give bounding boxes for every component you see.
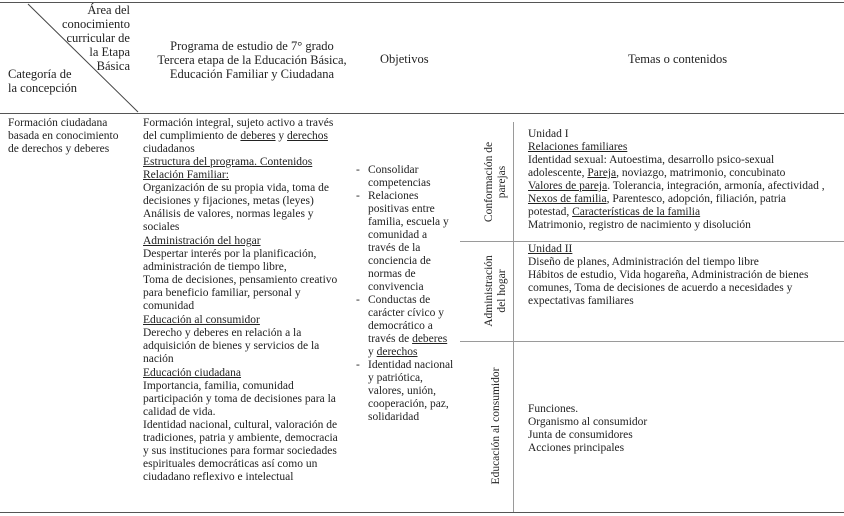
section-rule-2: [460, 341, 844, 342]
categoria-line: basada en conocimiento: [8, 130, 119, 142]
deberes-link: deberes: [240, 130, 276, 142]
ciudadana-heading: Educación ciudadana: [143, 367, 242, 379]
programa-label-line: Tercera etapa de la Educación Básica,: [157, 53, 347, 67]
admin-text: para beneficio familiar, personal y: [143, 287, 301, 299]
section-rule-1: [460, 241, 844, 242]
tema-line: Junta de consumidores: [528, 429, 633, 441]
tema-line: expectativas familiares: [528, 295, 634, 307]
objetivo-line: familia, escuela y: [368, 216, 449, 228]
tema-line: Hábitos de estudio, Vida hogareña, Administración de bienes: [528, 269, 809, 281]
temas-consumidor: [528, 403, 842, 455]
ciudadana-text: calidad de vida.: [143, 406, 216, 418]
programa-header: [147, 39, 357, 81]
objetivo-line: cooperación, paz,: [368, 398, 449, 410]
objetivo-text: través de: [368, 333, 413, 345]
tema-line: Matrimonio, registro de nacimiento y disolución: [528, 219, 751, 231]
section-label-line: Educación al consumidor: [490, 367, 502, 485]
tema-line: Organismo al consumidor: [528, 416, 648, 428]
objetivo-line: través de la: [368, 242, 421, 254]
categoria-label-line: Categoría de: [8, 67, 72, 81]
objetivo-line: comunidad a: [368, 229, 428, 241]
temas-unidad2: [528, 243, 842, 308]
relaciones-familiares-heading: Relaciones familiares: [528, 141, 628, 153]
consumidor-text: adquisición de bienes y servicios de la: [143, 340, 320, 352]
objetivo-item: [356, 164, 462, 190]
tema-line: Funciones.: [528, 403, 579, 415]
tema-line: Diseño de planes, Administración del tiempo libre: [528, 256, 759, 268]
tema-text: . Tolerancia, integración, armonía, afectividad ,: [607, 180, 825, 192]
tema-line: [528, 167, 842, 180]
area-label-line: curricular de: [66, 31, 130, 45]
estructura-heading: Estructura del programa. Contenidos: [143, 156, 313, 168]
categoria-label-line: la concepción: [8, 81, 78, 95]
unidad2-title: Unidad II: [528, 243, 573, 255]
programa-intro: Formación integral, sujeto activo a través: [143, 117, 334, 129]
area-label-line: conocimiento: [61, 17, 130, 31]
temas-unidad1: [528, 128, 842, 232]
admin-text: comunidad: [143, 300, 195, 312]
relacion-text: decisiones y fijaciones, metas (leyes): [143, 195, 314, 207]
categoria-line: Formación ciudadana: [8, 117, 108, 129]
objetivo-line: [368, 333, 462, 346]
derechos-link: derechos: [287, 130, 328, 142]
categoria-header: [8, 67, 77, 95]
admin-text: administración de tiempo libre,: [143, 261, 287, 273]
ciudadana-text: ciudadano reflexivo e intelectual: [143, 471, 294, 483]
consumidor-text: Derecho y deberes en relación a la: [143, 327, 302, 339]
objetivo-line: convivencia: [368, 281, 424, 293]
area-label-line: Área del: [87, 3, 130, 17]
admin-heading: Administración del hogar: [143, 235, 261, 247]
programa-label-line: Programa de estudio de 7° grado: [170, 39, 334, 53]
objetivo-text: democrático a: [368, 320, 433, 332]
area-label-line: Básica: [96, 59, 130, 73]
ciudadana-text: Identidad nacional, cultural, valoración de: [143, 419, 338, 431]
objetivo-line: y patriótica,: [368, 372, 423, 384]
section-label-consumidor: [490, 353, 504, 499]
admin-text: Despertar interés por la planificación,: [143, 248, 317, 260]
section-divider: [513, 122, 514, 512]
ciudadana-text: tradiciones, patria y ambiente, democracia: [143, 432, 338, 444]
objetivo-line: - Consolidar: [368, 164, 419, 176]
nexos-familia-term: Nexos de familia: [528, 193, 607, 205]
objetivo-line: positivas entre: [368, 203, 435, 215]
section-label-line: Administración: [483, 255, 495, 327]
ciudadana-text: Importancia, familia, comunidad: [143, 380, 294, 392]
categoria-cell: [8, 117, 138, 156]
objetivo-and: y: [368, 346, 374, 358]
tema-line: [528, 180, 842, 193]
objetivo-deberes: deberes: [412, 333, 448, 345]
area-label-line: la Etapa: [89, 45, 130, 59]
objetivos-header: Objetivos: [380, 52, 429, 66]
programa-intro: [143, 130, 358, 143]
objetivo-line: [368, 346, 462, 359]
section-label-conformacion: [483, 127, 511, 237]
relacion-text: Análisis de valores, normas legales y: [143, 208, 314, 220]
objetivo-line: - Conductas de: [368, 294, 431, 306]
programa-cell: [143, 117, 358, 484]
area-header: [58, 3, 130, 73]
tema-line: comunes, Toma de decisiones de acuerdo a necesidades y: [528, 282, 793, 294]
tema-line: Acciones principales: [528, 442, 625, 454]
section-label-line: parejas: [496, 165, 508, 199]
pareja-term: Pareja: [587, 167, 617, 179]
relacion-text: sociales: [143, 221, 180, 233]
objetivo-line: competencias: [368, 177, 431, 189]
objetivo-line: - Identidad nacional: [368, 359, 454, 371]
objetivo-line: - Relaciones: [368, 190, 419, 202]
tema-text: potestad,: [528, 206, 573, 218]
ciudadana-text: espirituales democráticas así como un: [143, 458, 318, 470]
objetivos-cell: [356, 164, 462, 424]
temas-header: Temas o contenidos: [628, 52, 728, 66]
tema-line: [528, 193, 842, 206]
objetivo-item: [356, 359, 462, 424]
tema-line: Identidad sexual: Autoestima, desarrollo psico-sexual: [528, 154, 775, 166]
objetivo-derechos: derechos: [376, 346, 418, 358]
objetivo-line: valores, unión,: [368, 385, 437, 397]
tema-text: adolescente,: [528, 167, 588, 179]
programa-intro: ciudadanos: [143, 143, 195, 155]
programa-intro-and: y: [275, 130, 288, 142]
valores-pareja-term: Valores de pareja: [528, 180, 608, 192]
tema-text: , Parentesco, adopción, filiación, patria: [606, 193, 787, 205]
categoria-line: de derechos y deberes: [8, 143, 110, 155]
objetivo-line: carácter cívico y: [368, 307, 444, 319]
relacion-heading: Relación Familiar:: [143, 169, 229, 181]
objetivo-line: [368, 320, 462, 333]
objetivo-item: [356, 190, 462, 294]
objetivo-line: solidaridad: [368, 411, 420, 423]
ciudadana-text: participación y toma de decisiones para la: [143, 393, 336, 405]
objetivos-list: [356, 164, 462, 424]
table-bottom-rule: [0, 512, 844, 513]
section-label-line: del hogar: [496, 269, 508, 313]
tema-text: , noviazgo, matrimonio, concubinato: [616, 167, 786, 179]
section-label-administracion: [483, 236, 511, 346]
objetivo-line: conciencia de: [368, 255, 431, 267]
consumidor-text: nación: [143, 353, 174, 365]
caracteristicas-term: Características de la familia: [572, 206, 701, 218]
tema-line: [528, 206, 842, 219]
admin-text: Toma de decisiones, pensamiento creativo: [143, 274, 338, 286]
objetivo-item: [356, 294, 462, 359]
section-label-line: Conformación de: [483, 141, 495, 223]
ciudadana-text: y sus instituciones para formar sociedades: [143, 445, 337, 457]
unidad1-title: Unidad I: [528, 128, 569, 140]
programa-intro-text: del cumplimiento de: [143, 130, 241, 142]
relacion-text: Organización de su propia vida, toma de: [143, 182, 329, 194]
objetivo-line: normas de: [368, 268, 416, 280]
programa-label-line: Educación Familiar y Ciudadana: [169, 67, 335, 81]
consumidor-heading: Educación al consumidor: [143, 314, 260, 326]
